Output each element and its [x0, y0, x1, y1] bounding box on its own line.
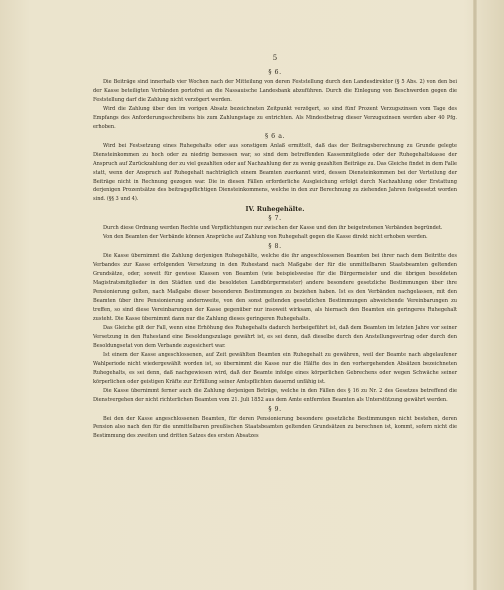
paragraph: Die Beiträge sind innerhalb vier Wochen nach der Mitteilung von deren Feststellung durch den Landesdirektor (§ 5 Abs. 2) von den bei der Kasse beteiligten Verbänden portofrei an die Nassauische Landesbank abzuführen. Durch die Einlegung von Beschwerden gegen die Feststellung darf die Zahlung nicht verzögert werden.	[93, 79, 457, 103]
paragraph: Wird bei Festsetzung eines Ruhegehalts oder aus sonstigem Anlaß ermittelt, daß das der Beitragsberechnung zu Grunde gelegte Diensteinkommen zu hoch oder zu niedrig bemessen war, so sind dem betreffenden Kassenmitgliede oder der Ruhegehaltskasse der Anspruch auf Zurückzahlung der zu viel gezahlten oder auf Nachzahlung der zu wenig gezahlten Beiträge zu. Das Gleiche findet in dem Falle statt, wenn der Anspruch auf Ruhegehalt nachträglich einem Beamten zuerkannt wird, dessen Diensteinkommen bei der Verteilung der Beiträge nicht in Rechnung gezogen war. Die in diesen Fällen erforderliche Ausgleichung erfolgt durch Nachzahlung oder Erstattung derjenigen Prozentsätze des beitragspflichtigen Diensteinkommens, welche in den zur Berechnung zu ziehenden Jahren festgesetzt worden sind. (§§ 3 und 4).	[93, 142, 457, 203]
chapter-heading: IV. Ruhegehälte.	[245, 205, 305, 214]
section-heading: § 8.	[268, 243, 282, 251]
paragraph: Bei den der Kasse angeschlossenen Beamten, für deren Pensionierung besondere gesetzliche Bestimmungen nicht bestehen, deren Pension also nach den für die unmittelbaren preußischen Staatsbeamten geltenden Grundsätzen zu berechnen ist, kommt, sofern nicht die Bestimmung des zweiten und dritten Satzes des ersten Absatzes	[93, 415, 457, 440]
paragraph: Das Gleiche gilt der Fall, wenn eine Erhöhung des Ruhegehalts dadurch herbeigeführt ist, daß dem Beamten im letzten Jahre vor seiner Versetzung in den Ruhestand eine Besoldungszulage gewährt ist, es sei denn, daß dieselbe durch den Anstellungsvertrag oder durch den Besoldungsetat von dem Verbande zugesichert war.	[93, 324, 457, 349]
paragraph: Von den Beamten der Verbände können Ansprüche auf Zahlung von Ruhegehalt gegen die Kasse direkt nicht erhoben werden.	[103, 234, 428, 241]
page-number: 5	[272, 54, 278, 62]
section-heading: § 7.	[268, 215, 282, 223]
page-binding-shadow	[473, 0, 477, 590]
section-heading: § 6.	[268, 69, 282, 76]
paragraph: Ist einem der Kasse angeschlossenen, auf Zeit gewählten Beamten ein Ruhegehalt zu gewähren, weil der Beamte nach abgelaufener Wahlperiode nicht wiedergewählt worden ist, so übernimmt die Kasse nur die Hälfte des in den vorhergehenden Absätzen bezeichneten Ruhegehalts, es sei denn, daß nachgewiesen wird, daß der Beamte infolge eines körperlichen Gebrechens oder wegen Schwäche seiner körperlichen oder geistigen Kräfte zur Erfüllung seiner Amtspflichten dauernd unfähig ist.	[93, 351, 457, 385]
paragraph: Wird die Zahlung über den im vorigen Absatz bezeichneten Zeitpunkt verzögert, so sind fünf Prozent Verzugszinsen vom Tage des Empfangs des Anforderungsschreibens bis zum Zahlungstage zu entrichten. Als Mindestbetrag dieser Verzugszinsen werden aber 40 Pfg. erhoben.	[93, 105, 457, 130]
paragraph: Die Kasse übernimmt die Zahlung derjenigen Ruhegehälte, welche die ihr angeschlossenen Beamten bei ihrer nach dem Beitritte des Verbandes zur Kasse erfolgenden Versetzung in den Ruhestand nach Maßgabe der für die unmittelbaren Staatsbeamten geltenden Grundsätze, oder, soweit für gewisse Klassen von Beamten (wie beispielsweise für die Bürgermeister und die übrigen besoldeten Magistratsmitglieder in den Städten und die besoldeten Landbürgermeister) andere besondere gesetzliche Bestimmungen über ihre Pensionierung gelten, nach Maßgabe dieser besonderen Bestimmungen zu beziehen haben. Ist es den Verbänden nachgelassen, mit den Beamten über ihre Pensionierung andernweite, von den sonst geltenden gesetzlichen Bestimmungen abweichende Vereinbarungen zu treffen, so sind diese Vereinbarungen der Kasse gegenüber nur insoweit wirksam, als hiernach den Beamten ein geringeres Ruhegehalt zusteht. Die Kasse übernimmt dann nur die Zahlung dieses geringeren Ruhegehalts.	[93, 253, 457, 322]
document-body	[93, 52, 457, 441]
section-heading: § 9.	[268, 405, 282, 413]
paragraph: Die Kasse übernimmt ferner auch die Zahlung derjenigen Beträge, welche in den Fällen des § 16 zu Nr. 2 des Gesetzes betreffend die Dienstvergehen der nicht richterlichen Beamten vom 21. Juli 1852 aus dem Amte entfernten Beamten als Unterstützung gewährt werden.	[93, 387, 457, 403]
paragraph: Durch diese Ordnung werden Rechte und Verpflichtungen nur zwischen der Kasse und den ihr beigetretenen Verbänden begründet.	[103, 225, 443, 232]
section-heading: § 6 a.	[265, 132, 285, 140]
